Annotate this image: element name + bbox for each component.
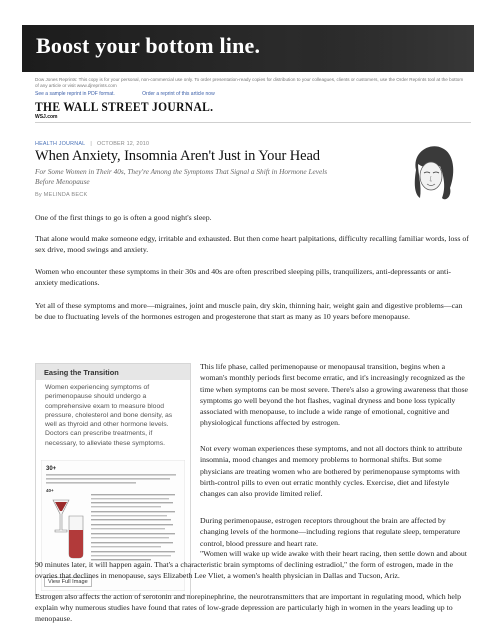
meta-separator: |: [90, 141, 92, 147]
article-paragraph: Yet all of these symptoms and more—migraines, joint and muscle pain, dry skin, thinning hair, weight gain and digestive problems—can be due to fluctuating levels of the hormones estrogen and progesterone that start as many as 10 years before menopause.: [35, 301, 463, 321]
ad-banner-text: Boost your bottom line.: [36, 33, 261, 58]
article-paragraph: During perimenopause, estrogen receptors throughout the brain are affected by changing levels of the hormone—including regions that regulate sleep, temperature control, blood pressure and heart rate.: [200, 516, 461, 548]
article-deck: For Some Women in Their 40s, They're Among the Symptoms That Signal a Shift in Hormone Levels Before Menopause: [35, 167, 328, 186]
article-meta: [35, 141, 149, 147]
svg-text:40+: 40+: [46, 488, 54, 493]
article-paragraph: "Women will wake up wide awake with their heart racing, then settle down and about 90 minutes later, it will happen again. That's a characteristic brain symptoms of declining estradiol," the form of estrogen, made in the ovaries that declines in menopause, says Elizabeth Lee Vliet, a women's health physician in Dallas and Tucson, Ariz.: [35, 549, 467, 580]
order-reprint-link[interactable]: Order a reprint of this article now: [142, 91, 215, 97]
divider: [35, 122, 471, 123]
ad-banner[interactable]: [22, 25, 474, 72]
article-paragraph: Not every woman experiences these symptoms, and not all doctors think to attribute insomnia, mood changes and memory problems to hormonal shifts. But some physicians are treating women who are bothered by perimenopause symptoms with birth-control pills to even out erratic monthly cycles. Exercise, diet and lifestyle changes can also provide limited relief.: [200, 444, 463, 499]
article-paragraph: Women who encounter these symptoms in their 30s and 40s are often prescribed sleeping pills, tranquilizers, anti-depressants or anti-anxiety medications.: [35, 267, 451, 287]
sidebar-text: Women experiencing symptoms of perimenopause should undergo a comprehensive exam to measure blood pressure, cholesterol and bone density, as well as thyroid and other hormone levels. Doctors can prescribe treatments, if necessary, to alleviate these symptoms.: [45, 384, 173, 447]
sample-reprint-link[interactable]: See a sample reprint in PDF format.: [35, 91, 115, 97]
svg-text:30+: 30+: [46, 466, 57, 472]
author-portrait: [400, 140, 464, 208]
article-paragraph: One of the first things to go is often a good night's sleep.: [35, 213, 212, 222]
article-paragraph: Estrogen also affects the action of serotonin and norepinephrine, the neurotransmitters that are important in regulating mood, which help explain why numerous studies have found that rates of low-grade depression are particularly high in women in the years leading up to menopause.: [35, 592, 461, 623]
article-paragraph: That alone would make someone edgy, irritable and exhausted. But then come heart palpitations, difficulty recalling familiar words, loss of sex drive, mood swings and anxiety.: [35, 234, 469, 254]
masthead-logo[interactable]: THE WALL STREET JOURNAL.: [35, 100, 214, 114]
view-full-image-button[interactable]: View Full Image: [44, 577, 92, 587]
article-byline: By MELINDA BECK: [35, 192, 88, 198]
ad-banner-graphic: [314, 25, 474, 72]
reprint-links: [35, 91, 241, 97]
sidebar-heading: Easing the Transition: [36, 364, 190, 380]
article-paragraph: This life phase, called perimenopause or menopausal transition, begins when a woman's monthly periods first become erratic, and it's increasingly recognized as the time when symptoms can be most severe. There's also a growing awareness that those symptoms go well beyond the hot flashes, vaginal dryness and bone loss typically associated with menopause, to include a wide range of emotional, cognitive and physiological functions affected by estrogen.: [200, 362, 469, 428]
article-headline: When Anxiety, Insomnia Aren't Just in Your Head: [35, 148, 320, 164]
masthead-subtitle: WSJ.com: [35, 114, 58, 120]
article-date: OCTOBER 12, 2010: [96, 141, 150, 147]
section-link[interactable]: HEALTH JOURNAL: [35, 141, 86, 147]
reprint-note: Dow Jones Reprints: This copy is for your personal, non-commercial use only. To order presentation-ready copies for distribution to your colleagues, clients or customers, use the Order Reprints tool at the bottom of any article or visit www.djreprints.com: [35, 77, 464, 88]
